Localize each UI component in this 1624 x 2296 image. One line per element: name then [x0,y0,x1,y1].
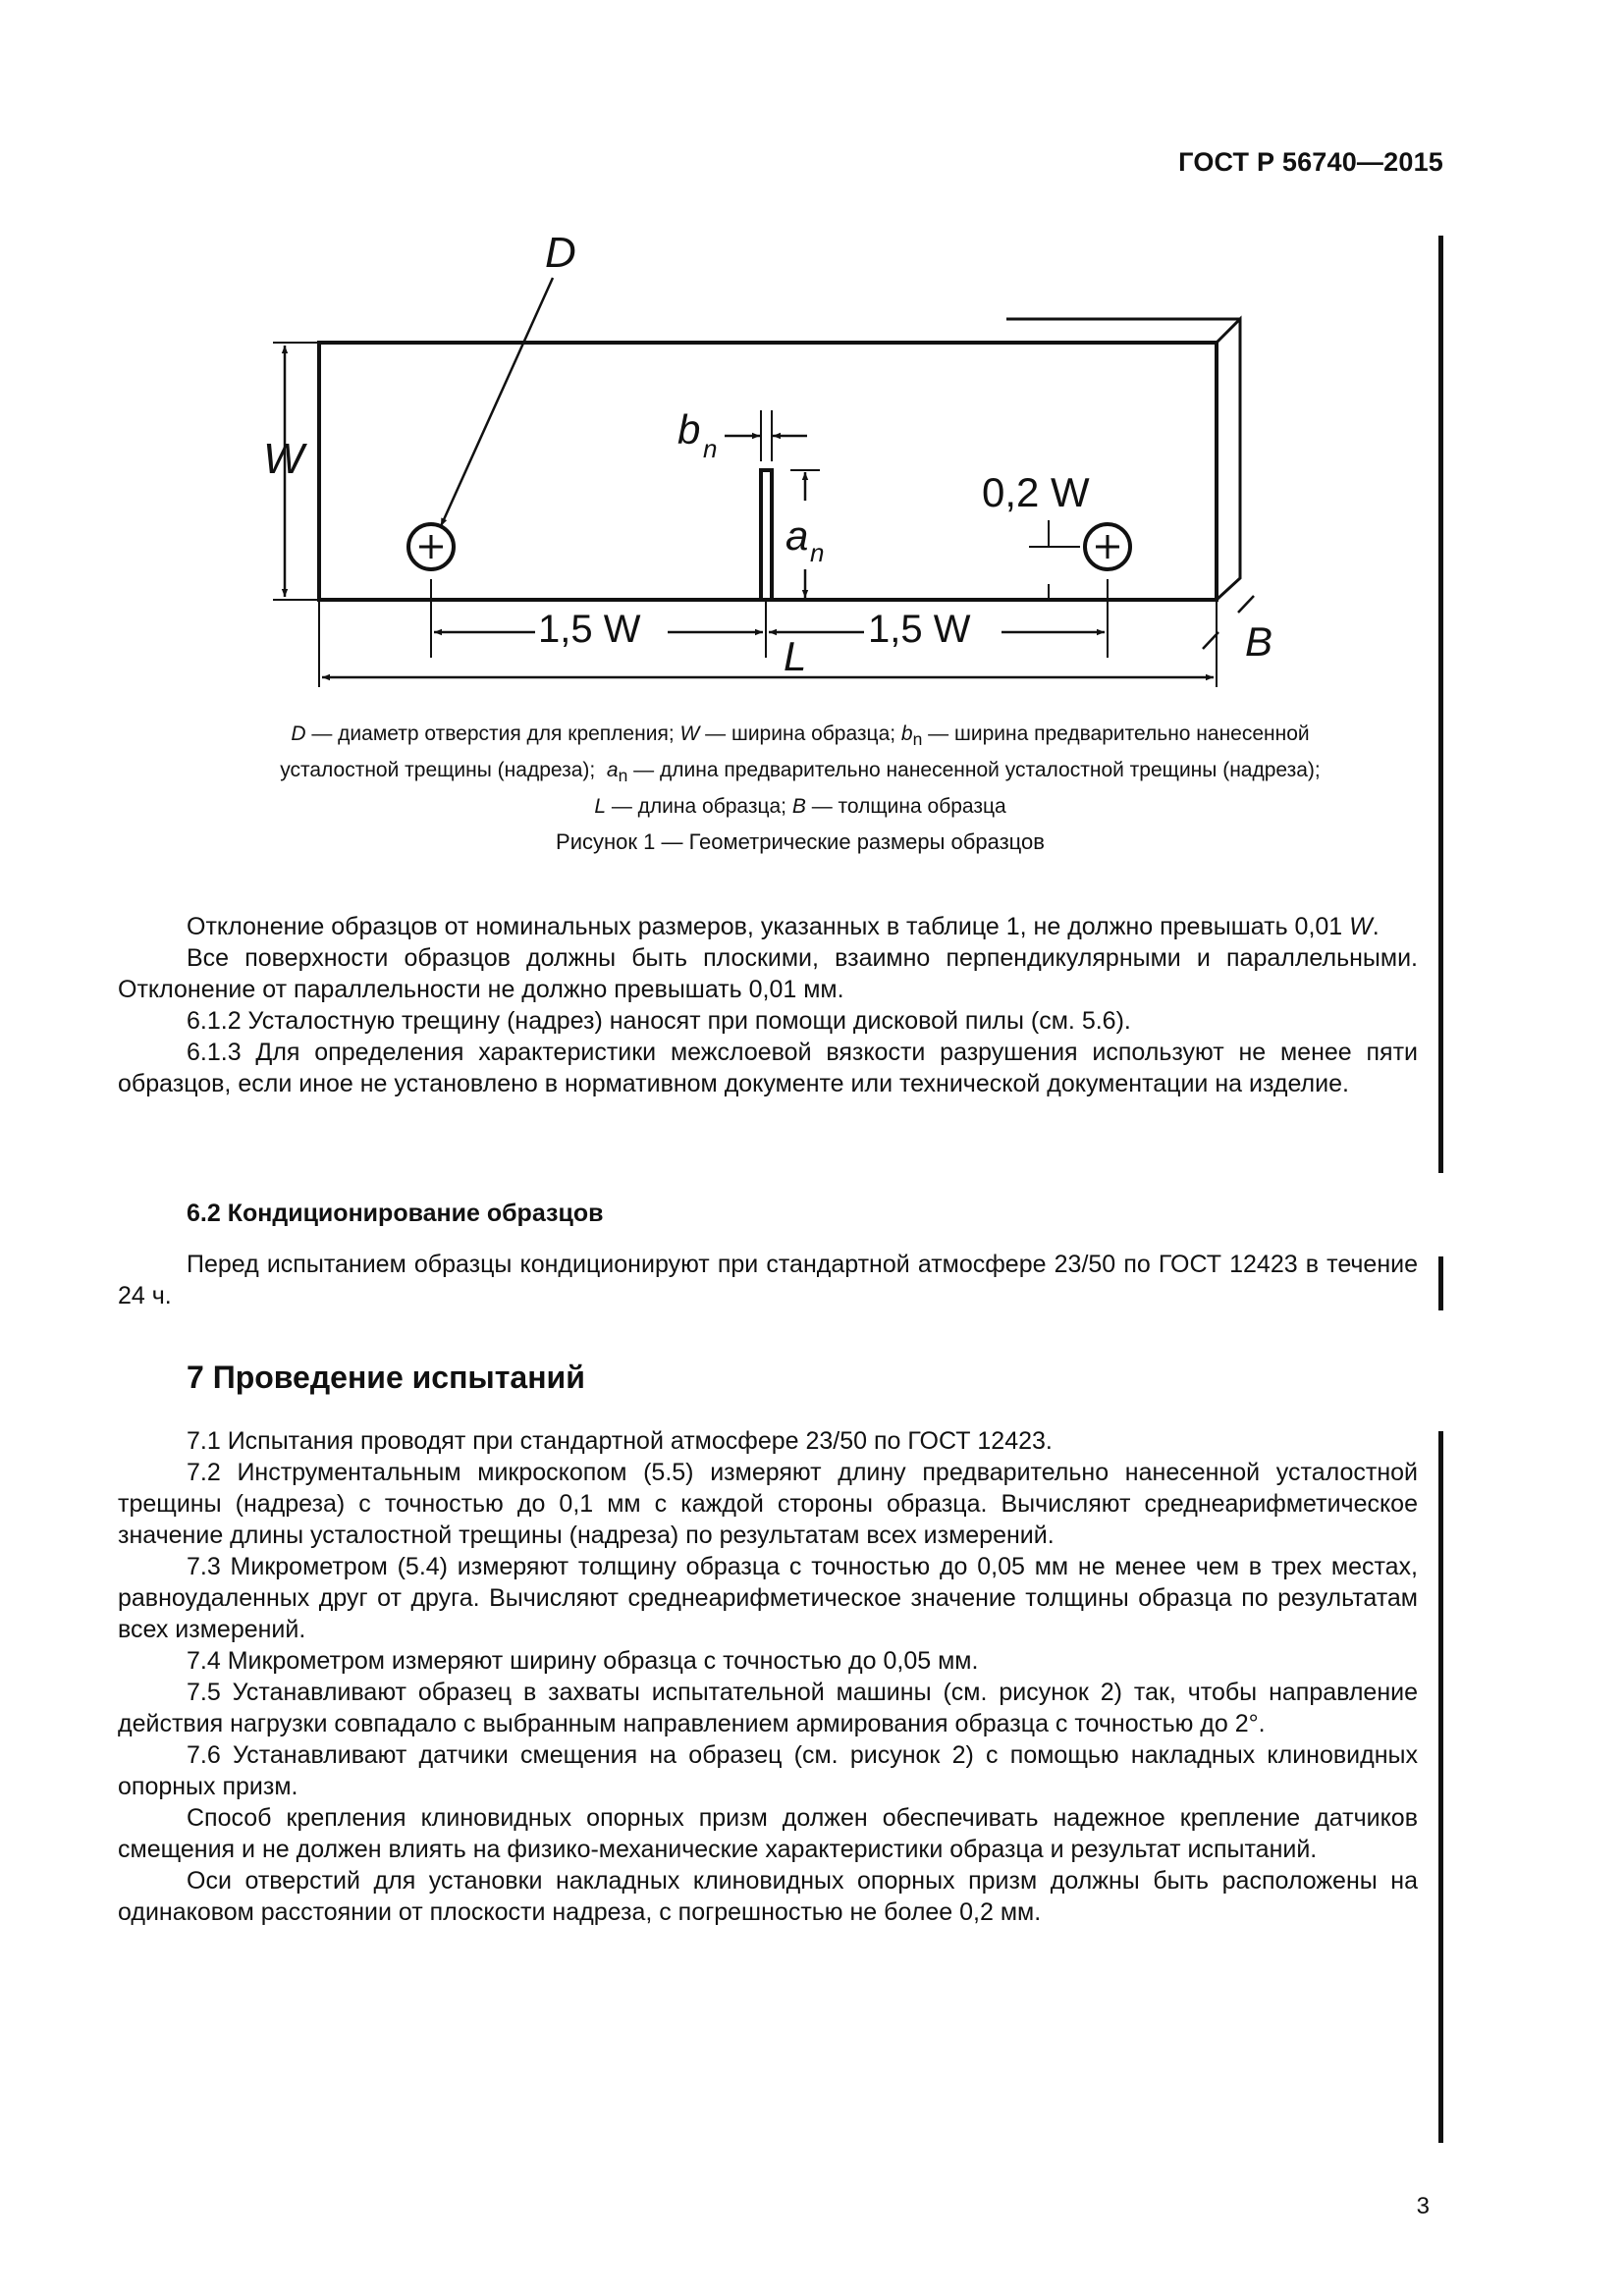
paragraph: 7.4 Микрометром измеряют ширину образца с точностью до 0,05 мм. [187,1647,979,1675]
legend-line: D — диаметр отверстия для крепления; W — ширина образца; $b_n$ — ширина предварительно нанесенной [291,722,1310,750]
label-span-right: 1,5 W [868,608,971,651]
specimen-thickness-face [1217,319,1240,600]
label-l: L [784,633,807,679]
change-bar [1438,1256,1443,1310]
label-0-2w: 0,2 W [982,469,1090,515]
paragraph: 7.6 Устанавливают датчики смещения на образец (см. рисунок 2) с помощью накладных клиновидных опорных призм. [118,1741,1418,1800]
label-b: B [1245,618,1273,665]
label-an-sub: n [810,538,825,567]
paragraph: Все поверхности образцов должны быть плоскими, взаимно перпендикулярными и параллельными. Отклонение от параллельности не должно превышать 0,01 мм. [118,944,1418,1003]
page-number: 3 [1416,2193,1430,2219]
body-text-block-1 [118,911,1418,1099]
paragraph: Перед испытанием образцы кондиционируют при стандартной атмосфере 23/50 по ГОСТ 12423 в течение 24 ч. [118,1251,1418,1309]
figure-caption: Рисунок 1 — Геометрические размеры образцов [556,829,1045,854]
paragraph: Способ крепления клиновидных опорных призм должен обеспечивать надежное крепление датчиков смещения и не должен влиять на физико-механические характеристики образца и результат испытаний. [118,1804,1418,1863]
figure-legend [147,719,1453,822]
label-an: a [785,512,809,559]
section-6-2-heading: 6.2 Кондиционирование образцов [187,1200,604,1227]
paragraph: 7.3 Микрометром (5.4) измеряют толщину образца с точностью до 0,05 мм не менее чем в трех местах, равноудаленных друг от друга. Вычисляют среднеарифметическое значение толщины образца по результатам всех измерений. [118,1553,1418,1643]
paragraph: 7.2 Инструментальным микроскопом (5.5) измеряют длину предварительно нанесенной усталостной трещины (надреза) с точностью до 0,1 мм с каждой стороны образца. Вычисляют среднеарифметическое значение длины усталостной трещины (надреза) по результатам всех измерений. [118,1459,1418,1549]
body-text-block-2 [118,1249,1418,1311]
paragraph: 7.5 Устанавливают образец в захваты испытательной машины (см. рисунок 2) так, чтобы направление действия нагрузки совпадало с выбранным направлением армирования образца с точностью до 2°. [118,1679,1418,1737]
label-w: W [263,435,304,483]
label-bn: b [677,406,701,453]
paragraph: 6.1.3 Для определения характеристики межслоевой вязкости разрушения используют не менее пяти образцов, если иное не установлено в нормативном документе или технической документации на изделие. [118,1039,1418,1097]
document-code-header: ГОСТ Р 56740—2015 [1178,147,1443,177]
body-text-block-3 [118,1425,1418,1928]
paragraph: 7.1 Испытания проводят при стандартной атмосфере 23/50 по ГОСТ 12423. [187,1427,1053,1455]
legend-line: усталостной трещины (надреза); $a_n$ — длина предварительно нанесенной усталостной трещины (надреза); [280,759,1321,786]
paragraph: Отклонение образцов от номинальных размеров, указанных в таблице 1, не должно превышать 0,01 W. [187,913,1380,940]
paragraph: 6.1.2 Усталостную трещину (надрез) наносят при помощи дисковой пилы (см. 5.6). [187,1007,1131,1035]
label-d: D [545,229,576,277]
change-bar [1438,1431,1443,2143]
specimen-geometry-figure [0,0,1624,707]
legend-line: L — длина образца; B — толщина образца [594,795,1006,819]
d-leader [441,278,553,526]
paragraph: Оси отверстий для установки накладных клиновидных опорных призм должны быть расположены на одинаковом расстоянии от плоскости надреза, с погрешностью не более 0,2 мм. [118,1867,1418,1926]
label-span-left: 1,5 W [538,608,641,651]
notch [761,470,772,600]
label-bn-sub: n [703,434,718,463]
section-7-heading: 7 Проведение испытаний [187,1360,585,1395]
